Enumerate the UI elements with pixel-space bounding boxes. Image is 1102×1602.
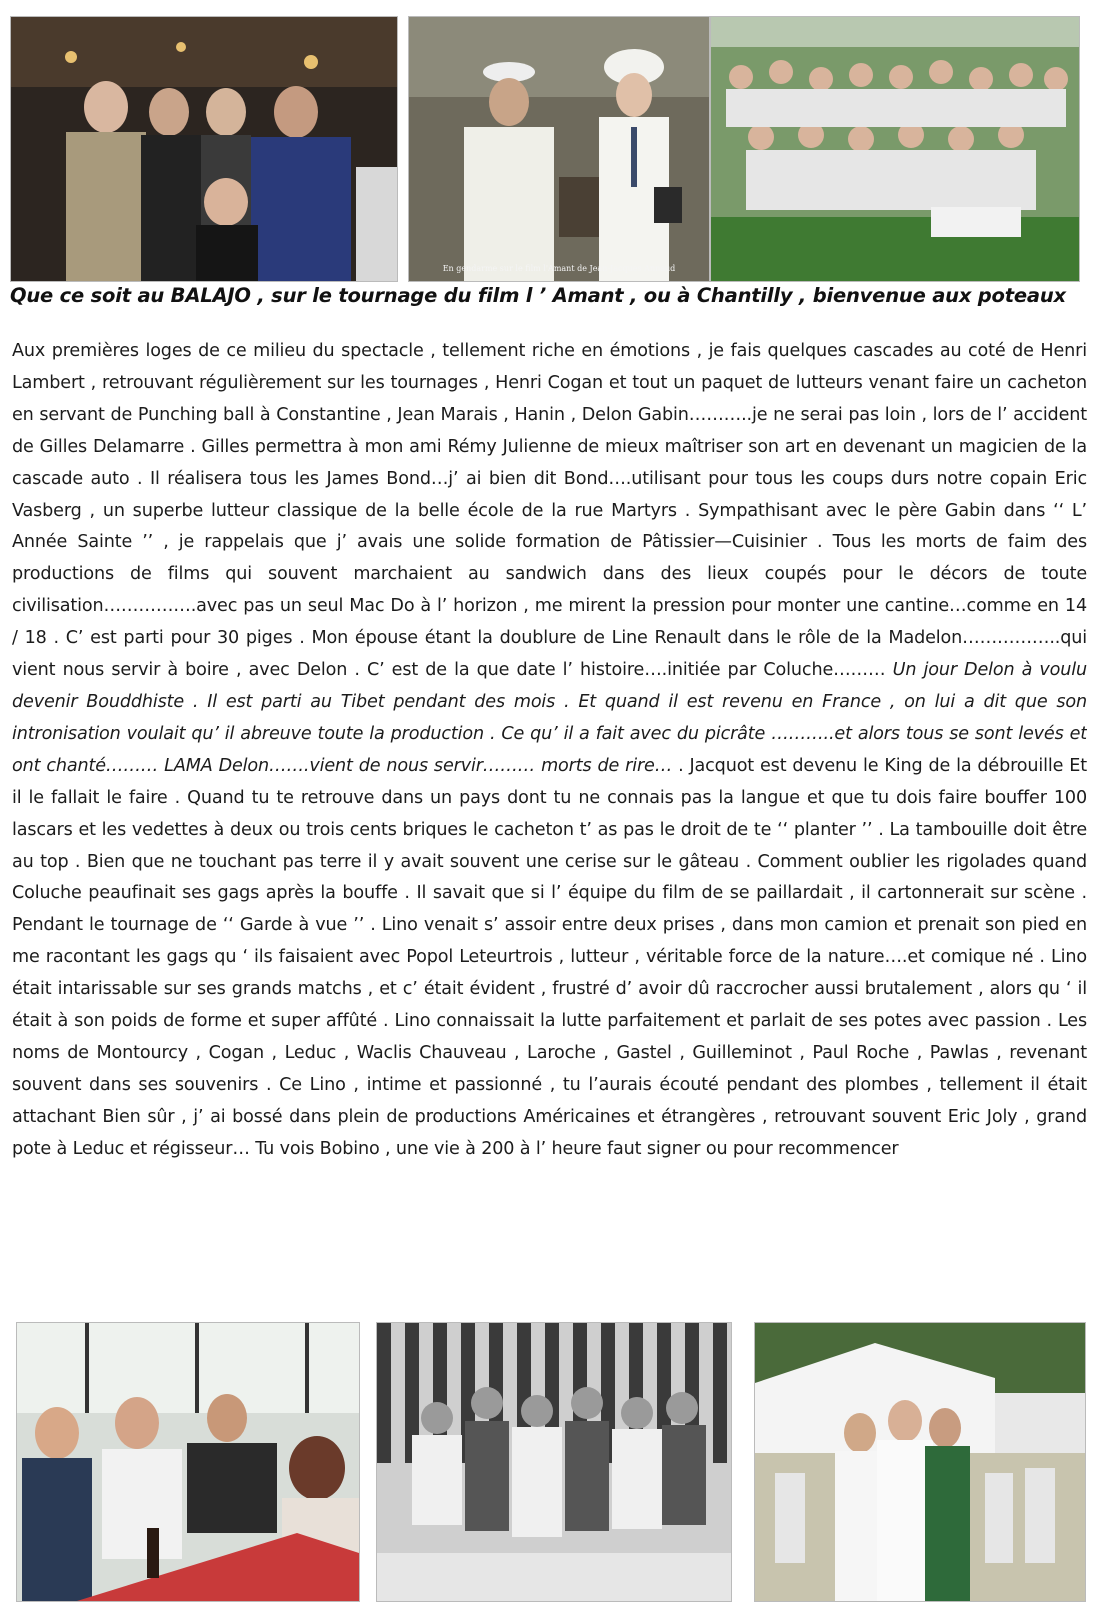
photo-icon <box>409 17 709 281</box>
photo-black-and-white-group <box>376 1322 732 1602</box>
photo-diners <box>16 1322 360 1602</box>
photo-icon <box>377 1323 731 1601</box>
photo-caption: Que ce soit au BALAJO , sur le tournage du film l ’ Amant , ou à Chantilly , bienvenue aux poteaux <box>10 284 1066 307</box>
photo-chantilly <box>710 16 1080 282</box>
photo-balajo <box>10 16 398 282</box>
photo-inset-caption: En gendarme sur le film l'Amant de Jean-Jacques Annaud <box>442 264 676 273</box>
photo-icon <box>11 17 397 281</box>
article-text-part-3: . Jacquot est devenu le King de la débrouille Et il le fallait le faire . Quand tu te retrouve dans un pays dont tu ne connais pas la langue et que tu dois faire bouffer 100 lascars et les vedettes à deux ou trois cents briques le cacheton t’ as pas le droit de te ‘‘ planter ’’ . La tambouille doit être au top . Bien que ne touchant pas terre il y avait souvent une cerise sur le gâteau . Comment oublier les rigolades quand Coluche peaufinait ses gags après la bouffe . Il savait que si l’ équipe du film de se paillardait , il cartonnerait sur scène . Pendant le tournage de ‘‘ Garde à vue ’’ . Lino venait s’ assoir entre deux prises , dans mon camion et prenait son pied en me racontant les gags qu ‘ ils faisaient avec Popol Leteurtrois , lutteur , véritable force de la nature….et comique né . Lino était intarissable sur ses grands matchs , et c’ était évident , frustré d’ avoir dû raccrocher aussi brutalement , alors qu ‘ il était à son poids de forme et super affûté . Lino connaissait la lutte parfaitement et parlait de ses potes avec passion . Les noms de Montourcy , Cogan , Leduc , Waclis Chauveau , Laroche , Gastel , Guilleminot , Paul Roche , Pawlas , revenant souvent dans ses souvenirs . Ce Lino , intime et passionné , tu l’aurais écouté pendant des plombes , tellement il était attachant Bien sûr , j’ ai bossé dans plein de productions Américaines et étrangères , retrouvant souvent Eric Joly , grand pote à Leduc et régisseur… Tu vois Bobino , une vie à 200 à l’ heure faut signer ou pour recommencer <box>12 755 1087 1159</box>
photo-tent-group <box>754 1322 1086 1602</box>
photo-icon <box>711 17 1079 281</box>
photo-icon <box>755 1323 1085 1601</box>
photo-icon <box>17 1323 359 1601</box>
article-anecdote-italic: Un jour Delon à voulu devenir Bouddhiste . Il est parti au Tibet pendant des mois . Et quand il est revenu en France , on lui a dit que son intronisation voulait qu’ il abreuve toute la production . Ce qu’ il a fait avec du picrâte ………..et alors tous se sont levés et ont chanté……… LAMA Delon…….vient de nous servir……… morts de rire… <box>12 660 1087 776</box>
article-body <box>12 336 1087 1296</box>
article-text-part-1: Aux premières loges de ce milieu du spectacle , tellement riche en émotions , je fais quelques cascades au coté de Henri Lambert , retrouvant régulièrement sur les tournages , Henri Cogan et tout un paquet de lutteurs venant faire un cacheton en servant de Punching ball à Constantine , Jean Marais , Hanin , Delon Gabin………..je ne serai pas loin , lors de l’ accident de Gilles Delamarre . Gilles permettra à mon ami Rémy Julienne de mieux maîtriser son art en devenant un magicien de la cascade auto . Il réalisera tous les James Bond…j’ ai bien dit Bond….utilisant pour tous les coups durs notre copain Eric Vasberg , un superbe lutteur classique de la belle école de la rue Martyrs . Sympathisant avec le père Gabin dans ‘‘ L’ Année Sainte ’’ , je rappelais que j’ avais une solide formation de Pâtissier—Cuisinier . Tous les morts de faim des productions de films qui souvent marchaient au sandwich dans des lieux coupés pour le décors de toute civilisation…………….avec pas un seul Mac Do à l’ horizon , me mirent la pression pour monter une cantine…comme en 14 / 18 . C’ est parti pour 30 piges . Mon épouse étant la doublure de Line Renault dans le rôle de la Madelon……………..qui vient nous servir à boire , avec Delon . C’ est de la que date l’ histoire….initiée par Coluche……… <box>12 341 1087 681</box>
photo-film-l-amant <box>408 16 710 282</box>
